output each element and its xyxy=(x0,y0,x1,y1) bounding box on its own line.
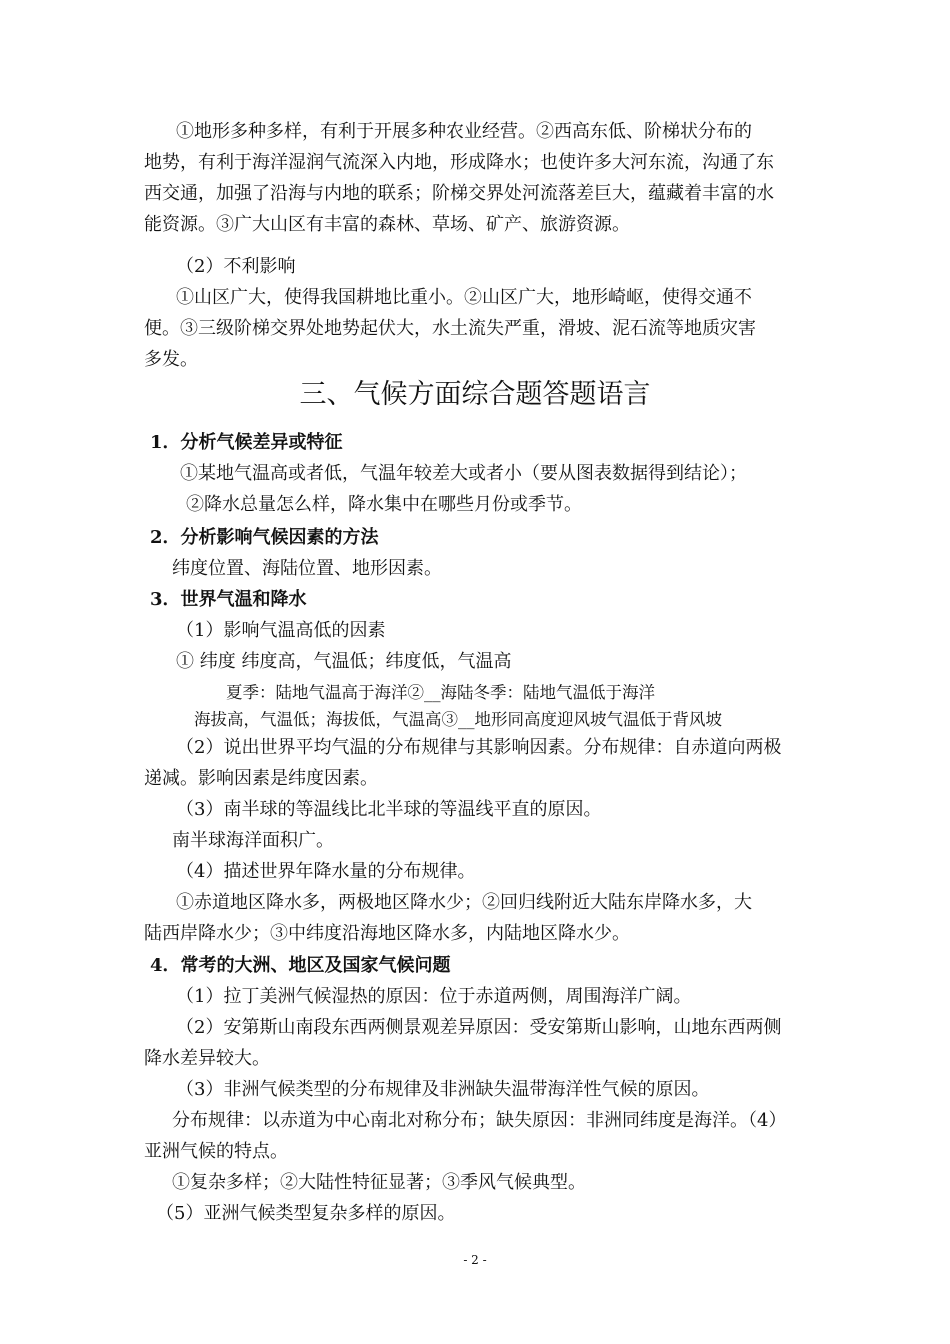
line: 海拔高，气温低；海拔低，气温高③__地形同高度迎风坡气温低于背风坡 xyxy=(194,710,722,729)
line: （1）影响气温高低的因素 xyxy=(176,620,386,641)
line: ①复杂多样；②大陆性特征显著；③季风气候典型。 xyxy=(172,1172,586,1193)
line: （5）亚洲气候类型复杂多样的原因。 xyxy=(156,1203,456,1224)
item-title: 2．分析影响气候因素的方法 xyxy=(150,527,379,548)
line: ①某地气温高或者低，气温年较差大或者小（要从图表数据得到结论）； xyxy=(180,463,747,484)
line: （1）拉丁美洲气候湿热的原因：位于赤道两侧，周围海洋广阔。 xyxy=(176,986,692,1007)
line: ①山区广大，使得我国耕地比重小。②山区广大，地形崎岖，使得交通不 xyxy=(176,287,752,308)
line: ①赤道地区降水多，两极地区降水少；②回归线附近大陆东岸降水多，大 xyxy=(176,892,752,913)
item-title: 3．世界气温和降水 xyxy=(150,589,307,610)
section-title: 三、气候方面综合题答题语言 xyxy=(299,379,651,410)
line: （2）安第斯山南段东西两侧景观差异原因：受安第斯山影响，山地东西两侧 xyxy=(176,1017,782,1038)
page-number: - 2 - xyxy=(463,1253,487,1267)
line: ②降水总量怎么样，降水集中在哪些月份或季节。 xyxy=(186,494,582,515)
line: 能资源。③广大山区有丰富的森林、草场、矿产、旅游资源。 xyxy=(144,214,630,235)
line: 南半球海洋面积广。 xyxy=(172,830,334,851)
line: 分布规律：以赤道为中心南北对称分布；缺失原因：非洲同纬度是海洋。（4） xyxy=(172,1110,787,1131)
line: 亚洲气候的特点。 xyxy=(144,1141,288,1162)
subheading: （2）不利影响 xyxy=(176,256,296,277)
line: （3）南半球的等温线比北半球的等温线平直的原因。 xyxy=(176,799,602,820)
line: 地势，有利于海洋湿润气流深入内地，形成降水；也使许多大河东流，沟通了东 xyxy=(144,152,774,173)
line: 便。③三级阶梯交界处地势起伏大，水土流失严重，滑坡、泥石流等地质灾害 xyxy=(144,318,756,339)
line: 夏季：陆地气温高于海洋②__海陆冬季：陆地气温低于海洋 xyxy=(226,683,655,702)
item-title: 4．常考的大洲、地区及国家气候问题 xyxy=(150,955,451,976)
line: ①地形多种多样，有利于开展多种农业经营。②西高东低、阶梯状分布的 xyxy=(176,121,752,142)
item-title: 1．分析气候差异或特征 xyxy=(150,432,343,453)
line: ① 纬度 纬度高，气温低；纬度低，气温高 xyxy=(176,651,512,672)
line: （3）非洲气候类型的分布规律及非洲缺失温带海洋性气候的原因。 xyxy=(176,1079,710,1100)
line: 陆西岸降水少；③中纬度沿海地区降水多，内陆地区降水少。 xyxy=(144,923,630,944)
line: 纬度位置、海陆位置、地形因素。 xyxy=(172,558,442,579)
line: 多发。 xyxy=(144,349,198,370)
line: （4）描述世界年降水量的分布规律。 xyxy=(176,861,476,882)
line: 递减。影响因素是纬度因素。 xyxy=(144,768,378,789)
line: 西交通，加强了沿海与内地的联系；阶梯交界处河流落差巨大，蕴藏着丰富的水 xyxy=(144,183,774,204)
line: （2）说出世界平均气温的分布规律与其影响因素。分布规律：自赤道向两极 xyxy=(176,737,782,758)
line: 降水差异较大。 xyxy=(144,1048,270,1069)
